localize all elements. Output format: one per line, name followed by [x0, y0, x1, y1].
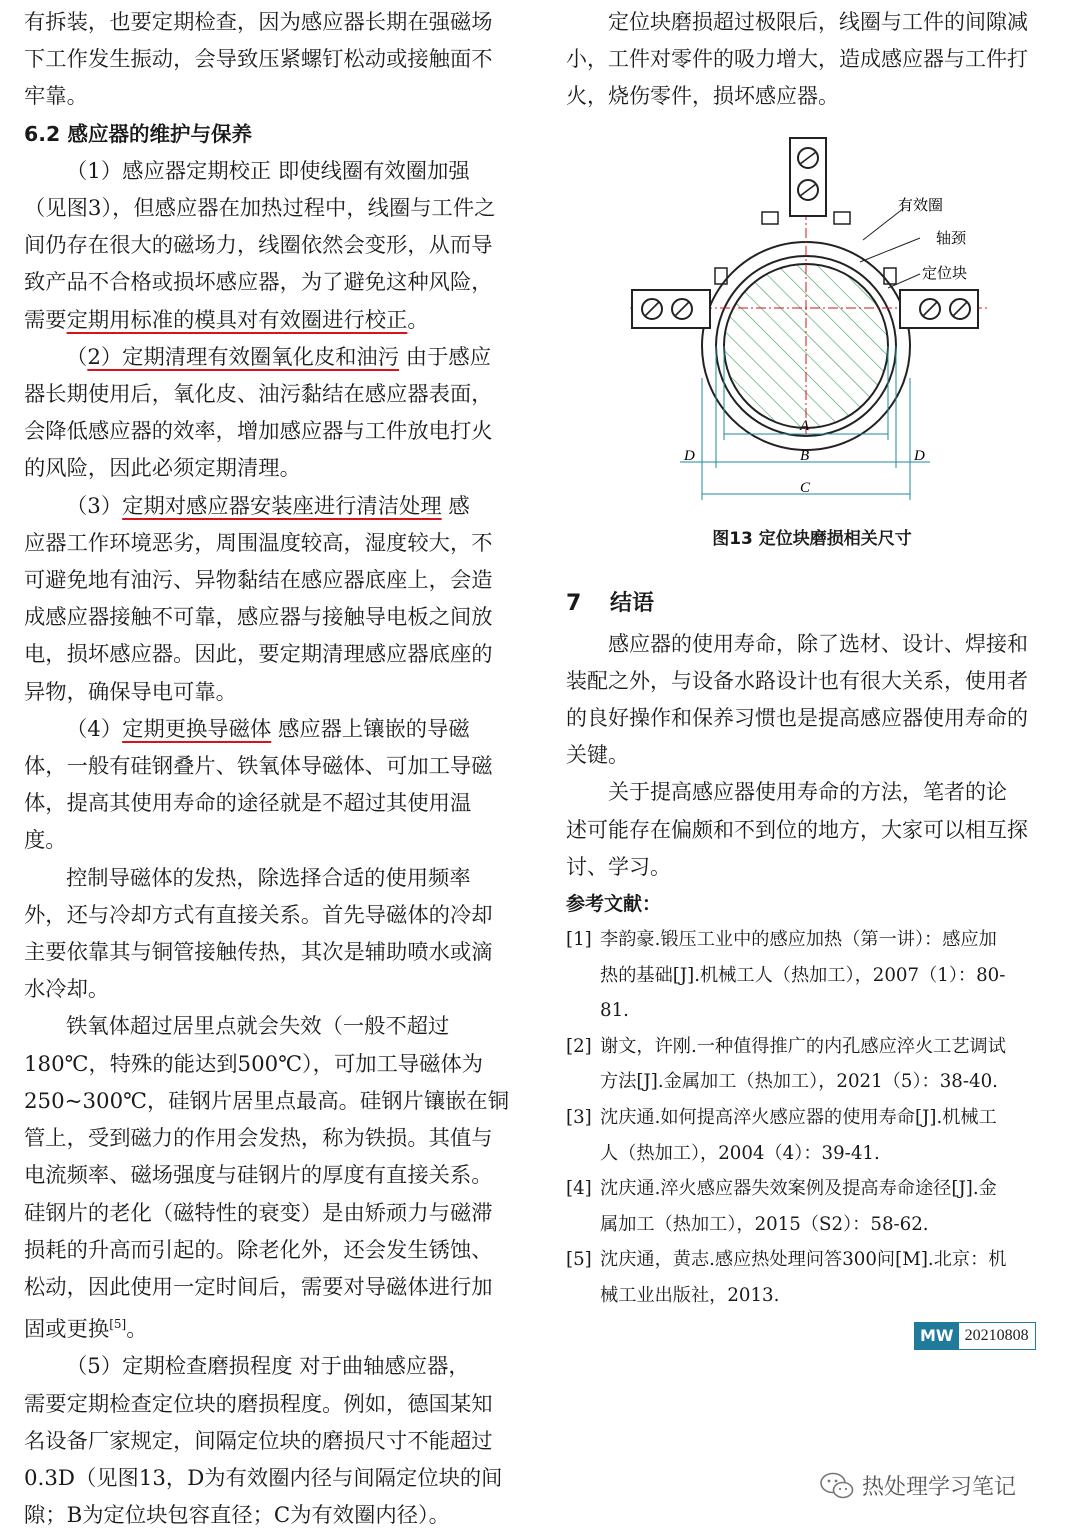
text-line: 水冷却。 — [24, 977, 110, 1003]
reference-number: [1] — [566, 929, 592, 951]
text-line — [24, 1306, 518, 1348]
section-title: 结语 — [610, 590, 655, 616]
badge-mw: MW — [915, 1323, 959, 1349]
text-line: 松动，因此使用一定时间后，需要对导磁体进行加 — [24, 1274, 493, 1300]
text-line: 成感应器接触不可靠，感应器与接触导电板之间放 — [24, 605, 493, 631]
section-heading: 6.2 感应器的维护与保养 — [24, 121, 252, 146]
text-line: 隙；B为定位块包容直径；C为有效圈内径）。 — [24, 1503, 450, 1529]
underlined-phrase: 2）定期清理有效圈氧化皮和油污 — [87, 344, 400, 370]
figure-13-diagram — [620, 128, 1000, 520]
journal-badge — [914, 1322, 1036, 1350]
reference-line — [566, 1242, 1058, 1278]
text-line — [24, 302, 518, 339]
text-line: 感应器的使用寿命，除了选材、设计、焊接和 — [608, 631, 1028, 656]
reference-text: 沈庆通.淬火感应器失效案例及提高寿命途径[J].金 — [600, 1178, 997, 1200]
reference-text: 属加工（热加工），2015（S2）：58-62. — [600, 1213, 929, 1235]
reference-number: [3] — [566, 1107, 592, 1128]
text-span: 由于感应 — [399, 344, 491, 370]
reference-number: [2] — [566, 1035, 592, 1057]
reference-line — [566, 993, 1058, 1029]
reference-text: 81. — [600, 1000, 629, 1022]
text-line: 的良好操作和保养习惯也是提高感应器使用寿命的 — [566, 706, 1028, 731]
text-line: 的风险，因此必须定期清理。 — [24, 456, 301, 482]
references-title: 参考文献： — [566, 893, 662, 916]
reference-number: [5] — [566, 1249, 592, 1271]
text-line: 火，烧伤零件，损坏感应器。 — [566, 84, 839, 109]
text-line: 需要定期检查定位块的磨损程度。例如，德国某知 — [24, 1391, 493, 1417]
text-span: 。 — [407, 307, 429, 333]
reference-line — [566, 1278, 1058, 1314]
label-zhoujing: 轴颈 — [936, 229, 967, 247]
text-span: （3） — [66, 493, 123, 519]
text-span: 。 — [126, 1317, 148, 1343]
reference-text: 人（热加工），2004（4）：39-41. — [600, 1142, 880, 1164]
dim-d-left: D — [684, 448, 695, 464]
section-number: 7 — [566, 590, 582, 616]
text-line: 180℃，特殊的能达到500℃），可加工导磁体为 — [24, 1051, 484, 1077]
text-span: 需要 — [24, 307, 67, 333]
text-line: （5）定期检查磨损程度 对于曲轴感应器， — [66, 1354, 470, 1380]
reference-text: 热的基础[J].机械工人（热加工），2007（1）：80- — [600, 964, 1006, 986]
reference-text: 沈庆通.如何提高淬火感应器的使用寿命[J].机械工 — [600, 1107, 997, 1128]
text-line: 牢靠。 — [24, 84, 88, 110]
text-line: 硅钢片的老化（磁特性的衰变）是由矫顽力与磁滞 — [24, 1200, 493, 1226]
text-line: 装配之外，与设备水路设计也有很大关系，使用者 — [566, 668, 1028, 693]
text-line: 外，还与冷却方式有直接关系。首先导磁体的冷却 — [24, 902, 493, 928]
text-line: 致产品不合格或损坏感应器，为了避免这种风险， — [24, 270, 493, 296]
text-line: 主要依靠其与铜管接触传热，其次是辅助喷水或滴 — [24, 940, 493, 966]
reference-line — [566, 1064, 1058, 1100]
text-line: 述可能存在偏颇和不到位的地方，大家可以相互探 — [566, 817, 1028, 842]
dim-b: B — [800, 448, 810, 464]
text-line: 器长期使用后，氧化皮、油污黏结在感应器表面， — [24, 382, 493, 408]
text-line: 小，工件对零件的吸力增大，造成感应器与工件打 — [566, 47, 1028, 72]
dim-d-right: D — [914, 448, 925, 464]
text-line: （1）感应器定期校正 即使线圈有效圈加强 — [66, 158, 470, 184]
text-line — [24, 339, 518, 376]
reference-line — [566, 922, 1058, 958]
reference-line — [566, 1029, 1058, 1065]
text-line: 关于提高感应器使用寿命的方法，笔者的论 — [608, 780, 1007, 805]
watermark — [820, 1470, 1016, 1501]
text-line: 电，损坏感应器。因此，要定期清理感应器底座的 — [24, 642, 493, 668]
text-span: 感 — [441, 493, 470, 519]
text-line — [24, 488, 518, 525]
text-line: 应器工作环境恶劣，周围温度较高，湿度较大，不 — [24, 530, 493, 556]
text-line: 体，提高其使用寿命的途径就是不超过其使用温 — [24, 791, 472, 817]
text-line: 度。 — [24, 828, 67, 854]
text-line: 体，一般有硅钢叠片、铁氧体导磁体、可加工导磁 — [24, 754, 493, 780]
badge-date: 20210808 — [964, 1327, 1029, 1344]
label-dingweikuai: 定位块 — [922, 264, 968, 282]
reference-text: 沈庆通，黄志.感应热处理问答300问[M].北京：机 — [600, 1249, 1007, 1271]
text-line: 250~300℃，硅钢片居里点最高。硅钢片镶嵌在铜 — [24, 1088, 510, 1114]
text-span: （4） — [66, 716, 123, 742]
text-line: 电流频率、磁场强度与硅钢片的厚度有直接关系。 — [24, 1163, 493, 1189]
left-column — [24, 4, 518, 1534]
text-span: 固或更换 — [24, 1317, 110, 1343]
dim-a: A — [800, 418, 810, 434]
wechat-icon — [820, 1472, 854, 1500]
dim-c: C — [800, 480, 811, 496]
text-line: 关键。 — [566, 743, 629, 768]
text-line: 损耗的升高而引起的。除老化外，还会发生锈蚀、 — [24, 1237, 493, 1263]
text-line — [24, 711, 518, 748]
section-heading-7 — [566, 582, 1058, 626]
underlined-phrase: 定期更换导磁体 — [122, 716, 272, 742]
text-span: （ — [66, 344, 88, 370]
text-line: 控制导磁体的发热，除选择合适的使用频率 — [66, 865, 471, 891]
text-line: 间仍存在很大的磁场力，线圈依然会变形，从而导 — [24, 233, 493, 259]
text-line: （见图3），但感应器在加热过程中，线圈与工件之 — [24, 196, 496, 222]
reference-number: [4] — [566, 1178, 592, 1200]
reference-line — [566, 1100, 1058, 1136]
reference-text: 方法[J].金属加工（热加工），2021（5）：38-40. — [600, 1071, 998, 1093]
text-line: 可避免地有油污、异物黏结在感应器底座上，会造 — [24, 568, 493, 594]
text-line: 名设备厂家规定，间隔定位块的磨损尺寸不能超过 — [24, 1428, 493, 1454]
reference-line — [566, 958, 1058, 994]
underlined-phrase: 定期对感应器安装座进行清洁处理 — [122, 493, 442, 519]
text-line: 铁氧体超过居里点就会失效（一般不超过 — [66, 1014, 450, 1040]
text-line: 定位块磨损超过极限后，线圈与工件的间隙减 — [608, 10, 1028, 34]
reference-text: 李韵豪.锻压工业中的感应加热（第一讲）：感应加 — [600, 929, 997, 951]
text-line: 异物，确保导电可靠。 — [24, 679, 237, 705]
reference-text: 谢文，许刚.一种值得推广的内孔感应淬火工艺调试 — [600, 1035, 1006, 1057]
reference-text: 械工业出版社，2013. — [600, 1284, 780, 1306]
figure-caption: 图13 定位块磨损相关尺寸 — [712, 529, 912, 549]
text-line: 下工作发生振动，会导致压紧螺钉松动或接触面不 — [24, 47, 493, 73]
text-line: 0.3D（见图13，D为有效圈内径与间隔定位块的间 — [24, 1466, 503, 1492]
citation: [5] — [109, 1317, 127, 1332]
text-line: 讨、学习。 — [566, 854, 671, 879]
underlined-phrase: 定期用标准的模具对有效圈进行校正 — [66, 307, 408, 333]
text-line: 有拆装，也要定期检查，因为感应器长期在强磁场 — [24, 10, 493, 35]
label-youxiaoquan: 有效圈 — [898, 196, 944, 214]
reference-line — [566, 1207, 1058, 1243]
text-span: 感应器上镶嵌的导磁 — [271, 716, 470, 742]
reference-line — [566, 1136, 1058, 1172]
watermark-text: 热处理学习笔记 — [862, 1475, 1017, 1500]
reference-line — [566, 1171, 1058, 1207]
text-line: 管上，受到磁力的作用会发热，称为铁损。其值与 — [24, 1126, 493, 1152]
text-line: 会降低感应器的效率，增加感应器与工件放电打火 — [24, 419, 493, 445]
